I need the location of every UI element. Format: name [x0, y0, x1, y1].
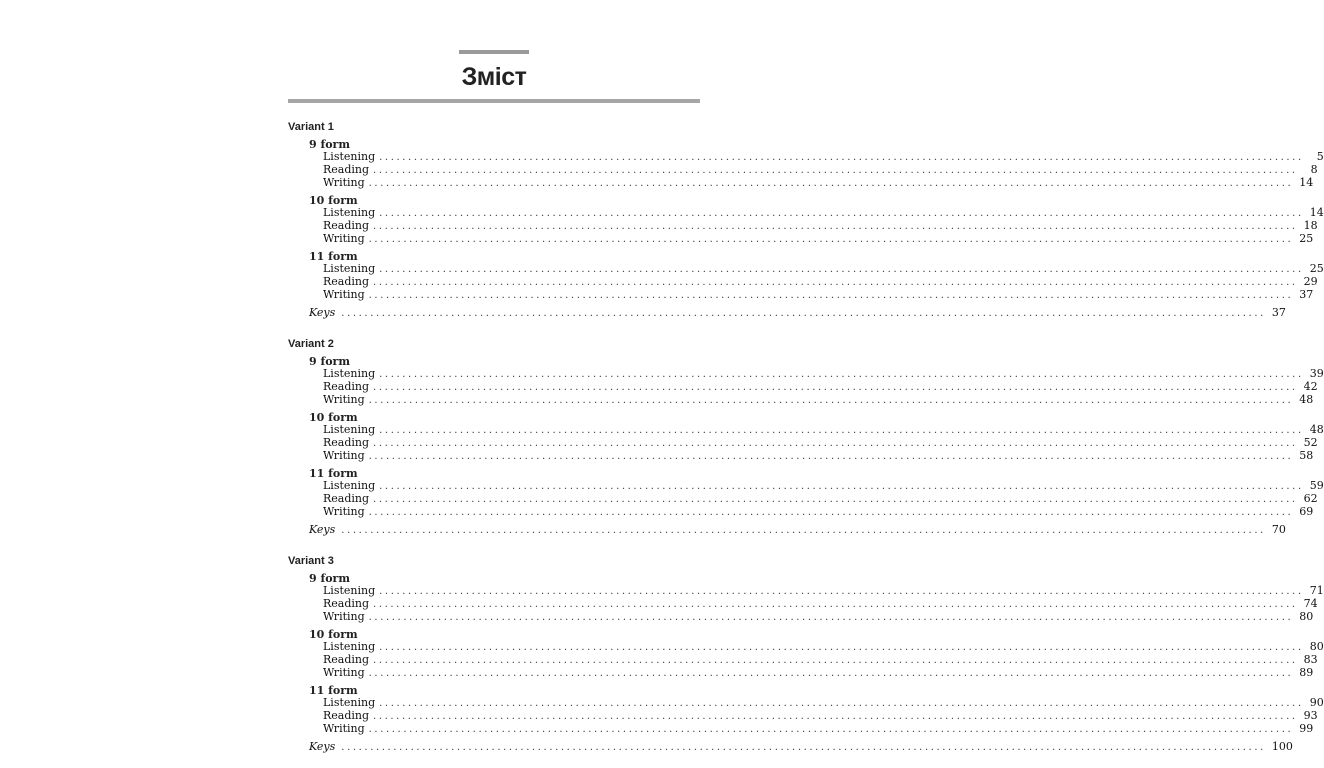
toc-entry[interactable]	[323, 709, 1318, 723]
toc-entry[interactable]	[323, 176, 1314, 190]
entry-label: Reading	[323, 380, 370, 393]
form-title: 10 form	[309, 628, 358, 641]
page-number: 71	[1309, 584, 1324, 597]
page-number: 70	[1271, 523, 1286, 536]
entry-label: Reading	[323, 275, 370, 288]
toc-entry[interactable]	[323, 584, 1324, 598]
toc-entry[interactable]	[323, 380, 1318, 394]
form-title: 9 form	[309, 572, 350, 585]
dot-leader: ................................................................................................................................................................	[368, 178, 1294, 189]
page-number: 62	[1303, 492, 1318, 505]
entry-label: Listening	[323, 206, 376, 219]
dot-leader: ................................................................................................................................................................	[373, 382, 1298, 393]
page-number: 39	[1309, 367, 1324, 380]
toc-entry[interactable]	[323, 653, 1318, 667]
toc-entry[interactable]	[323, 666, 1314, 680]
entry-label: Reading	[323, 163, 370, 176]
entry-label: Listening	[323, 262, 376, 275]
dot-leader: ................................................................................................................................................................	[373, 165, 1298, 176]
dot-leader: ................................................................................................................................................................	[368, 668, 1294, 679]
form-section	[288, 467, 1324, 519]
entry-label: Writing	[323, 722, 365, 735]
dot-leader: ................................................................................................................................................................	[373, 599, 1298, 610]
toc-entry[interactable]	[323, 436, 1318, 450]
dot-leader: ................................................................................................................................................................	[379, 264, 1304, 275]
dot-leader: ................................................................................................................................................................	[379, 369, 1304, 380]
dot-leader: ................................................................................................................................................................	[368, 234, 1294, 245]
dot-leader: ................................................................................................................................................................	[379, 586, 1304, 597]
page-number: 93	[1303, 709, 1318, 722]
toc-entry[interactable]	[323, 597, 1318, 611]
page-number: 37	[1299, 288, 1314, 301]
keys-entry[interactable]	[309, 740, 1293, 754]
page-number: 48	[1299, 393, 1314, 406]
form-section	[288, 355, 1324, 407]
entry-label: Writing	[323, 666, 365, 679]
keys-label: Keys	[309, 523, 336, 536]
toc-entry[interactable]	[323, 163, 1318, 177]
entry-label: Writing	[323, 393, 365, 406]
page-number: 80	[1299, 610, 1314, 623]
dot-leader: ................................................................................................................................................................	[341, 308, 1266, 319]
dot-leader: ................................................................................................................................................................	[368, 612, 1294, 623]
dot-leader: ................................................................................................................................................................	[368, 395, 1294, 406]
dot-leader: ................................................................................................................................................................	[373, 221, 1298, 232]
form-title: 11 form	[309, 467, 358, 480]
entry-label: Listening	[323, 584, 376, 597]
page-number: 5	[1316, 150, 1324, 163]
page-number: 74	[1303, 597, 1318, 610]
page-number: 89	[1299, 666, 1314, 679]
toc-variant-2	[288, 337, 1324, 537]
toc-variant-1	[288, 120, 1324, 320]
page-number: 59	[1309, 479, 1324, 492]
page-number: 14	[1299, 176, 1314, 189]
page-number: 14	[1309, 206, 1324, 219]
dot-leader: ................................................................................................................................................................	[341, 742, 1266, 753]
form-section	[288, 628, 1324, 680]
toc-entry[interactable]	[323, 367, 1324, 381]
form-section	[288, 684, 1324, 736]
dot-leader: ................................................................................................................................................................	[373, 655, 1298, 666]
page-number: 90	[1309, 696, 1324, 709]
page-number: 8	[1310, 163, 1318, 176]
entry-label: Reading	[323, 219, 370, 232]
toc-entry[interactable]	[323, 722, 1314, 736]
toc-variant-3	[288, 554, 1324, 754]
page-number: 29	[1303, 275, 1318, 288]
form-section	[288, 250, 1324, 302]
entry-label: Reading	[323, 597, 370, 610]
page-number: 83	[1303, 653, 1318, 666]
toc-page	[288, 50, 1324, 754]
variant-title: Variant 3	[288, 555, 334, 567]
toc-entry[interactable]	[323, 610, 1314, 624]
page-number: 52	[1303, 436, 1318, 449]
page-number: 37	[1271, 306, 1286, 319]
dot-leader: ................................................................................................................................................................	[379, 642, 1304, 653]
entry-label: Reading	[323, 492, 370, 505]
page-number: 99	[1299, 722, 1314, 735]
entry-label: Reading	[323, 709, 370, 722]
dot-leader: ................................................................................................................................................................	[368, 724, 1294, 735]
entry-label: Writing	[323, 232, 365, 245]
title-rule	[288, 99, 700, 103]
variant-title: Variant 2	[288, 338, 334, 350]
page-number: 48	[1309, 423, 1324, 436]
keys-entry[interactable]	[309, 306, 1286, 320]
dot-leader: ................................................................................................................................................................	[379, 152, 1304, 163]
entry-label: Listening	[323, 367, 376, 380]
toc-entry[interactable]	[323, 288, 1314, 302]
dot-leader: ................................................................................................................................................................	[373, 438, 1298, 449]
toc-entry[interactable]	[323, 232, 1314, 246]
page-number: 58	[1299, 449, 1314, 462]
form-section	[288, 572, 1324, 624]
dot-leader: ................................................................................................................................................................	[373, 711, 1298, 722]
form-section	[288, 138, 1324, 190]
dot-leader: ................................................................................................................................................................	[368, 507, 1294, 518]
form-title: 9 form	[309, 138, 350, 151]
entry-label: Listening	[323, 696, 376, 709]
toc-entry[interactable]	[323, 640, 1324, 654]
toc-entry[interactable]	[323, 696, 1324, 710]
page-number: 25	[1309, 262, 1324, 275]
form-section	[288, 194, 1324, 246]
entry-label: Writing	[323, 176, 365, 189]
toc-entry[interactable]	[323, 150, 1324, 164]
form-title: 11 form	[309, 684, 358, 697]
dot-leader: ................................................................................................................................................................	[379, 481, 1304, 492]
form-title: 11 form	[309, 250, 358, 263]
toc-entry[interactable]	[323, 505, 1314, 519]
page-number: 25	[1299, 232, 1314, 245]
dot-leader: ................................................................................................................................................................	[379, 425, 1304, 436]
entry-label: Listening	[323, 150, 376, 163]
variant-title: Variant 1	[288, 121, 334, 133]
entry-label: Reading	[323, 436, 370, 449]
form-title: 10 form	[309, 194, 358, 207]
dot-leader: ................................................................................................................................................................	[368, 451, 1294, 462]
page-number: 69	[1299, 505, 1314, 518]
page-number: 100	[1271, 740, 1293, 753]
page-number: 80	[1309, 640, 1324, 653]
keys-entry[interactable]	[309, 523, 1286, 537]
keys-label: Keys	[309, 740, 336, 753]
toc-entry[interactable]	[323, 275, 1318, 289]
page-number: 42	[1303, 380, 1318, 393]
toc-entry[interactable]	[323, 393, 1314, 407]
entry-label: Listening	[323, 423, 376, 436]
toc-entry[interactable]	[323, 219, 1318, 233]
entry-label: Writing	[323, 610, 365, 623]
dot-leader: ................................................................................................................................................................	[341, 525, 1266, 536]
dot-leader: ................................................................................................................................................................	[373, 277, 1298, 288]
page-title: Зміст	[461, 63, 527, 91]
entry-label: Reading	[323, 653, 370, 666]
form-title: 9 form	[309, 355, 350, 368]
toc-entry[interactable]	[323, 423, 1324, 437]
toc-entry[interactable]	[323, 206, 1324, 220]
toc-entry[interactable]	[323, 492, 1318, 506]
entry-label: Writing	[323, 288, 365, 301]
entry-label: Writing	[323, 449, 365, 462]
toc-entry[interactable]	[323, 479, 1324, 493]
entry-label: Listening	[323, 479, 376, 492]
toc-entry[interactable]	[323, 262, 1324, 276]
entry-label: Listening	[323, 640, 376, 653]
keys-label: Keys	[309, 306, 336, 319]
dot-leader: ................................................................................................................................................................	[379, 208, 1304, 219]
dot-leader: ................................................................................................................................................................	[373, 494, 1298, 505]
toc-entry[interactable]	[323, 449, 1314, 463]
page-number: 18	[1303, 219, 1318, 232]
entry-label: Writing	[323, 505, 365, 518]
dot-leader: ................................................................................................................................................................	[368, 290, 1294, 301]
dot-leader: ................................................................................................................................................................	[379, 698, 1304, 709]
form-title: 10 form	[309, 411, 358, 424]
title-top-bar	[459, 50, 529, 54]
form-section	[288, 411, 1324, 463]
